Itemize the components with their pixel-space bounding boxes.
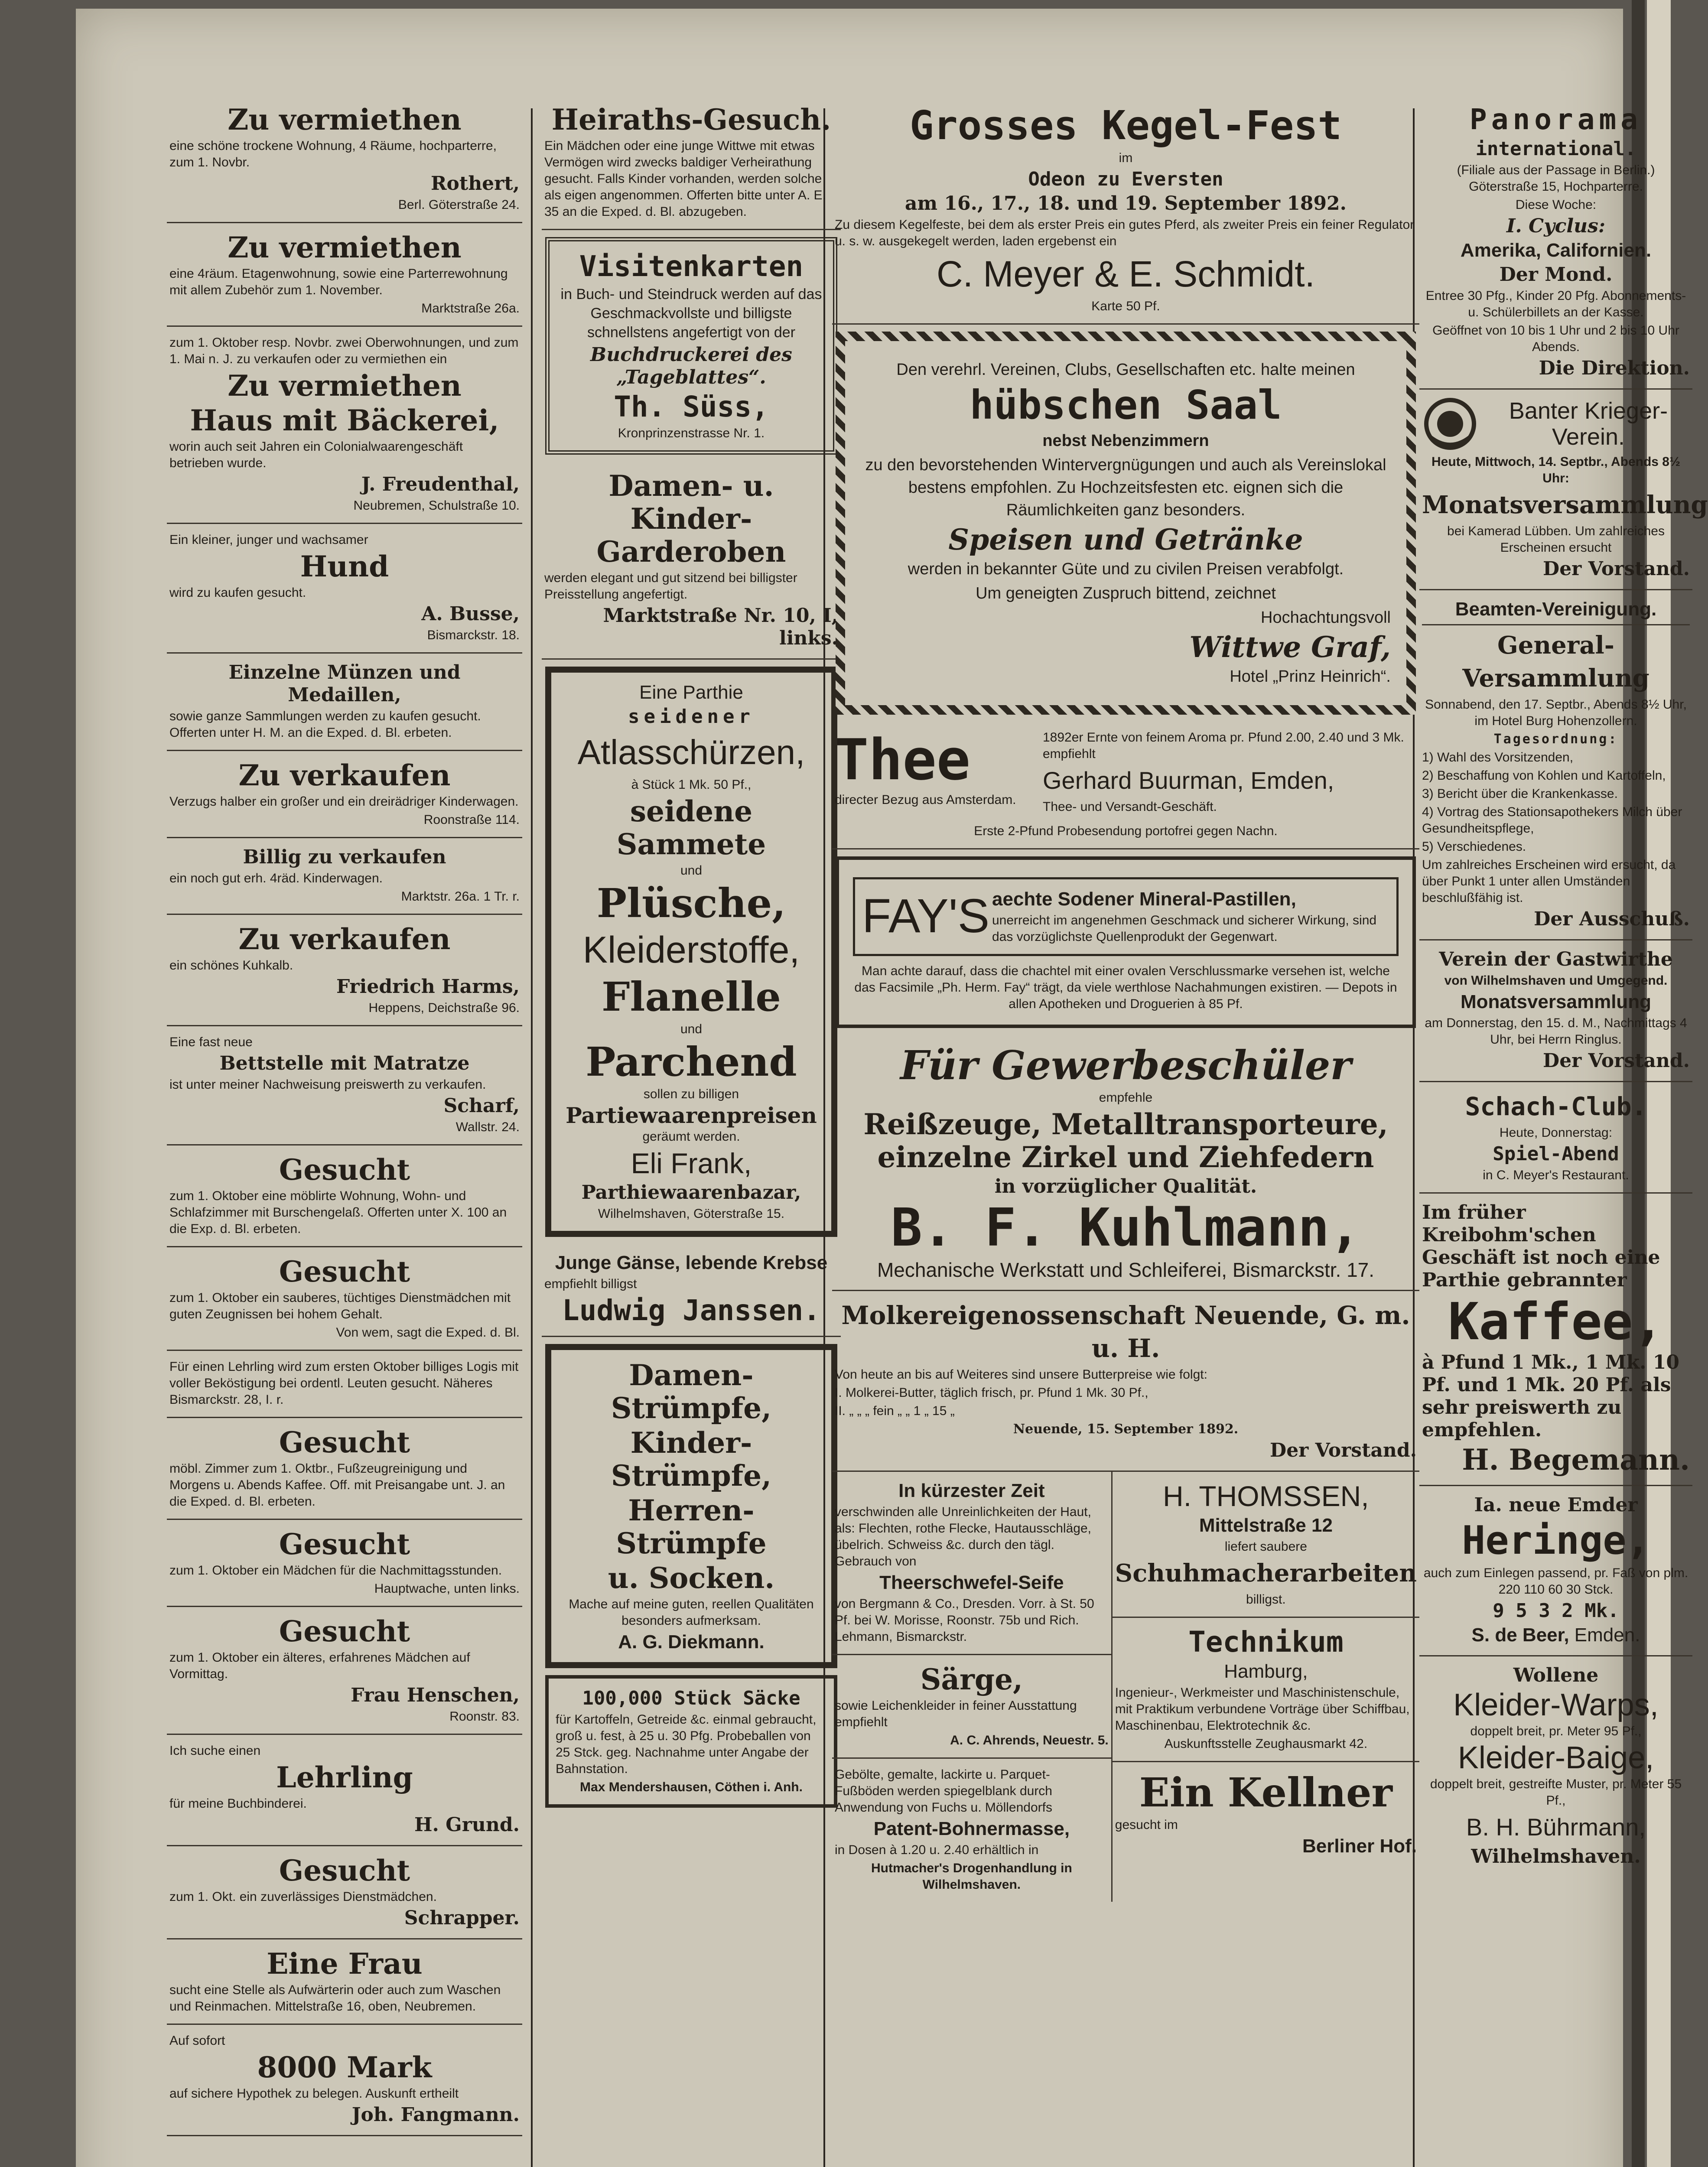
classified-ad	[167, 1418, 522, 1520]
ad-heading: Ein Kellner	[1139, 1769, 1393, 1816]
bottom-left	[832, 1472, 1113, 1902]
ad-heading: seidene Sammete	[616, 794, 766, 861]
ad-address: Auskunftsstelle Zeughausmarkt 42.	[1164, 1737, 1368, 1751]
ad-advertiser: Schrapper.	[404, 1907, 520, 1929]
fay-ad	[836, 856, 1416, 1028]
gastwirthe-ad	[1419, 940, 1692, 1082]
ad-text: werden in bekannter Güte und zu civilen Preisen verabfolgt.	[908, 560, 1344, 578]
ad-text: ein noch gut erh. 4räd. Kinderwagen.	[169, 871, 383, 885]
thee-ad	[832, 722, 1419, 849]
ad-advertiser: Max Mendershausen, Cöthen i. Anh.	[580, 1780, 803, 1794]
ad-text: billigst.	[1246, 1592, 1286, 1607]
newspaper-page	[76, 9, 1708, 2167]
ad-text: Ein Mädchen oder eine junge Wittwe mit etwas Vermögen wird zwecks baldiger Verheirathung gesucht. Falls Kinder vorhanden, werden solche als eigen angenommen. Offerten bitte unter A. E. 35 an die Exped. d. Bl. abzugeben.	[544, 139, 826, 219]
ad-address: Marktstr. 26a. 1 Tr. r.	[401, 889, 520, 904]
ad-text: Mache auf meine guten, reellen Qualitäten besonders aufmerksam.	[569, 1597, 814, 1628]
ad-heading: Partiewaarenpreisen	[566, 1103, 817, 1128]
ad-advertiser: J. Freudenthal,	[361, 473, 520, 495]
bottom-split	[832, 1472, 1419, 1902]
thomssen-ad	[1113, 1472, 1419, 1618]
saal-ad	[836, 332, 1416, 715]
ad-heading: u. Socken.	[608, 1561, 775, 1595]
ad-text: Geöffnet von 10 bis 1 Uhr und 2 bis 10 Uhr Abends.	[1432, 323, 1679, 354]
agenda-item: 1) Wahl des Vorsitzenden,	[1422, 750, 1574, 765]
classified-ad	[167, 524, 522, 654]
ad-heading: Damen- u. Kinder-Garderoben	[596, 469, 786, 569]
ad-text: worin auch seit Jahren ein Colonialwaarengeschäft betrieben wurde.	[169, 439, 463, 470]
column-1	[167, 95, 522, 2136]
struempfe-ad	[545, 1344, 837, 1668]
ad-heading: Haus mit Bäckerei,	[190, 403, 499, 437]
ad-advertiser: H. Grund.	[414, 1814, 520, 1836]
ad-price-row: 9 5 3 2 Mk.	[1493, 1600, 1619, 1622]
ad-heading: Heiraths-Gesuch.	[551, 103, 831, 137]
ad-advertiser: Der Vorstand.	[1543, 1050, 1690, 1072]
panorama-ad	[1419, 95, 1692, 390]
ad-heading: Zu verkaufen	[238, 922, 451, 956]
ad-advertiser-sub: Parthiewaarenbazar,	[581, 1181, 801, 1204]
ad-heading: Schuhmacherarbeiten	[1115, 1559, 1417, 1588]
ad-heading: Gesucht	[279, 1614, 410, 1648]
heringe-ad	[1419, 1486, 1692, 1656]
agenda-item: 2) Beschaffung von Kohlen und Kartoffeln,	[1422, 768, 1666, 783]
ad-text: (Filiale aus der Passage in Berlin.) Göterstraße 15, Hochparterre.	[1457, 163, 1655, 194]
ad-heading: Damen-Strümpfe,	[611, 1358, 772, 1425]
ad-heading: Technikum	[1188, 1625, 1344, 1659]
classified-ad	[167, 1026, 522, 1145]
ad-heading: Schach-Club.	[1465, 1092, 1647, 1121]
ad-heading: Visitenkarten	[579, 250, 804, 283]
ad-text: Tagesordnung:	[1493, 732, 1618, 747]
ad-subheading: Buchdruckerei des „Tageblattes“.	[590, 344, 792, 388]
ad-text: Erste 2-Pfund Probesendung portofrei gegen Nachn.	[974, 824, 1278, 838]
ad-text: Ingenieur-, Werkmeister und Maschinistenschule, mit Praktikum verbundene Vorträge über Schiffbau, Maschinenbau, Elektrotechnik &c.	[1115, 1685, 1410, 1733]
ad-text: Heute, Mittwoch, 14. Septbr., Abends 8½ Uhr:	[1431, 455, 1680, 485]
ad-heading: Amerika, Californien.	[1460, 240, 1652, 261]
ad-subheading: General-Versammlung	[1462, 631, 1649, 693]
eli-frank-ad	[545, 667, 837, 1237]
column-3	[832, 95, 1419, 1902]
ad-line: Eine Parthie	[639, 682, 743, 703]
ad-price: Karte 50 Pf.	[1091, 299, 1160, 313]
ad-text: Zu diesem Kegelfeste, bei dem als erster Preis ein gutes Pferd, als zweiter Preis ein feiner Regulator u. s. w. ausgekegelt werden, laden ergebenst ein	[835, 218, 1415, 248]
ad-text: Entree 30 Pfg., Kinder 20 Pfg. Abonnements- u. Schülerbillets an der Kasse.	[1425, 289, 1686, 319]
ad-heading: Gesucht	[279, 1255, 410, 1288]
ad-text: für meine Buchbinderei.	[169, 1796, 307, 1811]
ad-subheading: Odeon zu Eversten	[1028, 168, 1223, 190]
ad-heading: Patent-Bohnermasse,	[873, 1818, 1070, 1839]
wreath-emblem-icon	[1422, 396, 1478, 452]
fay-inner-box	[853, 877, 1399, 956]
ad-text: zum 1. Oktober ein älteres, erfahrenes Mädchen auf Vormittag.	[169, 1650, 470, 1681]
ad-text: Ich suche einen	[169, 1744, 261, 1758]
column-rule	[531, 108, 533, 2167]
ad-advertiser: Berliner Hof.	[1302, 1835, 1417, 1857]
ad-line: und	[680, 863, 703, 878]
ad-heading: Gesucht	[279, 1854, 410, 1887]
saecke-ad	[545, 1675, 837, 1808]
ad-heading: 100,000 Stück Säcke	[582, 1687, 800, 1709]
bottom-right	[1113, 1472, 1419, 1902]
ad-advertiser: Rothert,	[430, 172, 520, 195]
ad-heading: Särge,	[920, 1663, 1023, 1696]
ad-advertiser: S. de Beer,	[1471, 1624, 1569, 1646]
ad-date: Neuende, 15. September 1892.	[1013, 1422, 1239, 1437]
ad-heading: Parchend	[586, 1038, 797, 1085]
ad-text: in Dosen à 1.20 u. 2.40 erhältlich in	[835, 1843, 1039, 1857]
ad-text: zum 1. Oktober resp. Novbr. zwei Oberwohnungen, und zum 1. Mai n. J. zu verkaufen oder zu vermiethen ein	[169, 335, 519, 366]
beamten-ad	[1419, 590, 1692, 940]
ad-line: geräumt werden.	[642, 1129, 740, 1144]
ad-text: verschwinden alle Unreinlichkeiten der Haut, als: Flechten, rothe Flecke, Hautausschläge, übelrich. Schweiss &c. durch den tägl. Gebrauch von	[835, 1505, 1091, 1568]
ad-text: auf sichere Hypothek zu belegen. Auskunft ertheilt	[169, 2086, 459, 2101]
heiraths-gesuch-ad	[542, 95, 841, 230]
ad-subheading: Monatsversammlung	[1422, 491, 1708, 519]
ad-text: bei Kamerad Lübben. Um zahlreiches Erscheinen ersucht	[1447, 524, 1665, 555]
ad-address: Roonstr. 83.	[449, 1709, 520, 1724]
ad-heading: Kleider-Baige,	[1457, 1741, 1654, 1775]
ad-text: von Wilhelmshaven und Umgegend.	[1444, 973, 1668, 988]
ad-text: Im früher Kreibohm'schen Geschäft ist noch eine Parthie gebrannter	[1422, 1201, 1660, 1291]
ad-text: Wollene	[1513, 1664, 1599, 1686]
ad-heading: Gesucht	[279, 1425, 410, 1459]
ad-heading: Panorama	[1470, 103, 1642, 136]
ad-address: Marktstraße 26a.	[421, 301, 520, 316]
ad-advertiser: Wittwe Graf,	[1189, 630, 1391, 664]
ad-heading: Plüsche,	[596, 880, 786, 927]
ad-advertiser: Th. Süss,	[614, 390, 769, 423]
classified-ad	[167, 751, 522, 838]
gewerbeschueler-ad	[832, 1035, 1419, 1291]
ad-heading: Verein der Gastwirthe	[1439, 948, 1673, 970]
ad-heading: Billig zu verkaufen	[243, 846, 446, 868]
ad-advertiser: A. Busse,	[421, 603, 520, 625]
classified-ad	[167, 915, 522, 1026]
ad-subheading: Spiel-Abend	[1493, 1143, 1619, 1165]
ad-subheading: aechte Sodener Mineral-Pastillen,	[992, 888, 1296, 910]
ad-heading: Zu vermiethen	[228, 103, 462, 137]
ad-price-row: I. Molkerei-Butter, täglich frisch, pr. Pfund 1 Mk. 30 Pf.,	[835, 1386, 1148, 1400]
ad-address: Heppens, Deichstraße 96.	[368, 1001, 520, 1015]
ad-heading: Grosses Kegel-Fest	[910, 102, 1342, 149]
classified-ad	[167, 1520, 522, 1607]
ad-text: werden elegant und gut sitzend bei billigster Preisstellung angefertigt.	[544, 571, 797, 602]
ad-heading: Für Gewerbeschüler	[900, 1042, 1351, 1089]
ad-address: Mechanische Werkstatt und Schleiferei, Bismarckstr. 17.	[877, 1259, 1375, 1281]
ad-price-row: II. „ „ „ fein „ „ 1 „ 15 „	[835, 1404, 955, 1418]
ad-text: Ia. neue Emder	[1474, 1494, 1638, 1516]
ad-heading: Lehrling	[276, 1760, 413, 1794]
ad-advertiser: Frau Henschen,	[351, 1684, 520, 1706]
ad-heading: Zu vermiethen	[228, 369, 462, 403]
ad-text: ein schönes Kuhkalb.	[169, 958, 293, 973]
ad-heading: Junge Gänse, lebende Krebse	[555, 1252, 828, 1273]
molkerei-ad	[832, 1291, 1419, 1472]
ad-heading: Hund	[300, 550, 389, 583]
ad-address: Mittelstraße 12	[1199, 1515, 1333, 1536]
ad-text: zu den bevorstehenden Wintervergnügungen und auch als Vereinslokal bestens empfohlen. Zu Hochzeitsfesten etc. eignen sich die Räumlichkeiten ganz besonders.	[865, 456, 1386, 519]
ad-heading: Molkereigenossenschaft Neuende, G. m. u. H.	[841, 1301, 1410, 1363]
ad-text: Um geneigten Zuspruch bittend, zeichnet	[976, 584, 1276, 602]
ad-heading: Beamten-Vereinigung.	[1455, 599, 1657, 620]
kegel-fest-ad	[832, 95, 1419, 325]
ad-advertiser: Friedrich Harms,	[336, 976, 520, 998]
ad-heading: FAY'S	[862, 889, 990, 943]
classified-ad	[167, 1607, 522, 1735]
ad-text: wird zu kaufen gesucht.	[169, 586, 306, 600]
ad-text: à Pfund 1 Mk., 1 Mk. 10 Pf. und 1 Mk. 20 Pf. als sehr preiswerth zu empfehlen.	[1422, 1351, 1679, 1441]
ad-advertiser: B. H. Bührmann,	[1466, 1813, 1646, 1841]
ad-subheading: nebst Nebenzimmern	[1042, 432, 1209, 450]
damen-garderoben-ad	[542, 462, 841, 660]
ad-heading: hübschen Saal	[969, 382, 1282, 428]
ad-text: unerreicht im angenehmen Geschmack und sicherer Wirkung, sind das vorzüglichste Quellenprodukt der Gegenwart.	[992, 913, 1377, 944]
ad-address: Bismarckstr. 18.	[427, 628, 520, 642]
ad-heading: Gesucht	[279, 1527, 410, 1561]
ad-text: eine schöne trockene Wohnung, 4 Räume, hochparterre, zum 1. Novbr.	[169, 139, 497, 169]
ad-text: liefert saubere	[1224, 1539, 1307, 1554]
classified-ad	[167, 223, 522, 327]
ad-line: sollen zu billigen	[643, 1087, 739, 1101]
ad-address: Kronprinzenstrasse Nr. 1.	[618, 426, 765, 440]
agenda-item: 4) Vortrag des Stationsapothekers Milch über Gesundheitspflege,	[1422, 805, 1682, 836]
ad-text: Eine fast neue	[169, 1035, 253, 1049]
ad-text: Auf sofort	[169, 2034, 225, 2048]
ad-text: Heute, Donnerstag:	[1499, 1126, 1613, 1140]
ad-subheading: I. Cyclus:	[1506, 215, 1606, 237]
ad-text: sowie ganze Sammlungen werden zu kaufen gesucht. Offerten unter H. M. an die Exped. d. Bl. erbeten.	[169, 709, 481, 740]
ad-advertiser: B. F. Kuhlmann,	[891, 1198, 1361, 1258]
ad-address: Wallstr. 24.	[455, 1120, 520, 1134]
ad-text: doppelt breit, pr. Meter 95 Pf.,	[1470, 1724, 1642, 1738]
classified-ad	[167, 327, 522, 524]
ad-address: Marktstraße Nr. 10, I, links.	[603, 605, 838, 649]
ad-text: in C. Meyer's Restaurant.	[1483, 1168, 1629, 1182]
ad-text: empfiehlt billigst	[544, 1277, 637, 1291]
ad-heading: Gesucht	[279, 1153, 410, 1187]
ad-text: zum 1. Okt. ein zuverlässiges Dienstmädchen.	[169, 1890, 437, 1904]
bohnermasse-ad	[832, 1759, 1111, 1902]
agenda-item: 3) Bericht über die Krankenkasse.	[1422, 787, 1618, 801]
ad-text: Um zahlreiches Erscheinen wird ersucht, da über Punkt 1 unter allen Umständen beschlußfähig ist.	[1422, 858, 1676, 905]
ad-heading: Kaffee,	[1448, 1292, 1664, 1351]
ad-advertiser: Hutmacher's Drogenhandlung in Wilhelmshaven.	[871, 1861, 1072, 1892]
gaense-ad	[542, 1244, 841, 1337]
ad-text: zum 1. Oktober ein Mädchen für die Nachmittagsstunden.	[169, 1563, 502, 1578]
ad-heading: Zu verkaufen	[238, 758, 451, 792]
ad-heading: Banter Krieger-Verein.	[1509, 398, 1668, 450]
ad-heading: Atlasschürzen,	[577, 733, 805, 771]
column-4	[1419, 95, 1708, 1877]
ad-advertiser: Gerhard Buurman, Emden,	[1043, 767, 1334, 794]
ad-advertiser: Eli Frank,	[631, 1147, 752, 1179]
ad-heading: Kleiderstoffe,	[582, 929, 800, 971]
ad-subheading: Theerschwefel-Seife	[879, 1572, 1064, 1593]
ad-text: Für einen Lehrling wird zum ersten Oktober billiges Logis mit voller Beköstigung bei ordentl. Leuten gesucht. Näheres Bismarckstr. 28, I. r.	[169, 1360, 519, 1407]
banter-krieger-ad	[1419, 390, 1708, 590]
thee-right	[1043, 728, 1417, 817]
ad-subheading: Hamburg,	[1224, 1661, 1308, 1682]
classified-ad	[167, 2025, 522, 2136]
ad-text: Man achte darauf, dass die chachtel mit einer ovalen Verschlussmarke versehen ist, welche das Facsimile „Ph. Herm. Fay“ trägt, da viele werthlose Nachahmungen existiren. — Depots in allen Apotheken und Droguerien à 85 Pf.	[854, 964, 1397, 1011]
ad-heading: 8000 Mark	[257, 2050, 432, 2084]
ad-text: sowie Leichenkleider in feiner Ausstattung empfiehlt	[835, 1698, 1077, 1729]
ad-text: eine 4räum. Etagenwohnung, sowie eine Parterrewohnung mit allem Zubehör zum 1. November.	[169, 267, 508, 297]
ad-address: Von wem, sagt die Exped. d. Bl.	[336, 1325, 520, 1340]
ad-advertiser: Die Direktion.	[1539, 357, 1690, 379]
ad-subheading: Reißzeuge, Metalltransporteure, einzelne Zirkel und Ziehfedern	[863, 1107, 1388, 1174]
ad-text: empfehle	[1099, 1090, 1153, 1105]
ad-text: zum 1. Oktober ein sauberes, tüchtiges Dienstmädchen mit guten Zeugnissen bei hohem Gehalt.	[169, 1291, 511, 1321]
ad-line: und	[680, 1022, 703, 1036]
ad-advertiser: Scharf,	[443, 1095, 520, 1117]
classified-ad	[167, 1939, 522, 2025]
fay-text-block	[992, 886, 1389, 947]
classified-ad	[167, 1735, 522, 1846]
ad-heading: Kleider-Warps,	[1453, 1688, 1659, 1722]
ad-line: seidener	[628, 706, 755, 728]
ad-text: sucht eine Stelle als Aufwärterin oder auch zum Waschen und Reinmachen. Mittelstraße 16, oben, Neubremen.	[169, 1983, 501, 2014]
ad-heading: Kinder-Strümpfe,	[611, 1426, 772, 1493]
ad-heading: Eine Frau	[267, 1947, 423, 1981]
classified-ad	[167, 1846, 522, 1939]
agenda-item: 5) Verschiedenes.	[1422, 839, 1526, 854]
ad-text: ist unter meiner Nachweisung preiswerth zu verkaufen.	[169, 1077, 486, 1092]
ad-text: Hochachtungsvoll	[1261, 608, 1391, 627]
ad-address: Wilhelmshaven, Göterstraße 15.	[598, 1207, 785, 1221]
ad-advertiser: Der Vorstand.	[1543, 558, 1690, 580]
ad-address: Emden.	[1574, 1624, 1640, 1646]
ad-heading: Bettstelle mit Matratze	[219, 1052, 470, 1074]
ad-subheading: Monatsversammlung	[1460, 991, 1652, 1012]
ad-advertiser: Joh. Fangmann.	[351, 2104, 520, 2126]
ad-heading: In kürzester Zeit	[898, 1480, 1045, 1501]
ad-text: zum 1. Oktober eine möblirte Wohnung, Wohn- und Schlafzimmer mit Burschengelaß. Offerten unter X. 100 an die Exp. d. Bl. erbeten.	[169, 1189, 507, 1236]
ad-address: Wilhelmshaven.	[1471, 1845, 1641, 1868]
ad-address: Berl. Göterstraße 24.	[398, 198, 520, 212]
ad-text: auch zum Einlegen passend, pr. Faß von plm. 220 110 60 30 Stck.	[1423, 1566, 1688, 1597]
ad-text: gesucht im	[1115, 1818, 1178, 1832]
ad-heading: Speisen und Getränke	[948, 523, 1303, 556]
ad-advertiser: A. G. Diekmann.	[618, 1631, 765, 1653]
ad-text: Diese Woche:	[1515, 198, 1597, 212]
ad-text: in Buch- und Steindruck werden auf das Geschmackvollste und billigste schnellstens angefertigt von der	[560, 286, 822, 341]
ad-date: am 16., 17., 18. und 19. September 1892.	[904, 192, 1347, 215]
ad-text: Den verehrl. Vereinen, Clubs, Gesellschaften etc. halte meinen	[896, 361, 1355, 379]
ad-text: 1892er Ernte von feinem Aroma pr. Pfund 2.00, 2.40 und 3 Mk. empfiehlt	[1043, 730, 1404, 761]
classified-ad	[167, 654, 522, 751]
ad-text: Gebölte, gemalte, lackirte u. Parquet-Fußböden werden spiegelblank durch Anwendung von Fuchs u. Möllendorfs	[835, 1767, 1052, 1815]
technikum-ad	[1113, 1618, 1419, 1762]
ad-text: von Bergmann & Co., Dresden. Vorr. à St. 50 Pf. bei W. Morisse, Roonstr. 75b und Rich. Lehmann, Bismarckstr.	[835, 1597, 1094, 1644]
classified-ad	[167, 95, 522, 223]
ad-address: Hotel „Prinz Heinrich“.	[1230, 667, 1391, 686]
ad-advertiser: Der Ausschuß.	[1534, 908, 1690, 930]
ad-subheading: in vorzüglicher Qualität.	[994, 1175, 1257, 1197]
ad-advertiser: H. Begemann.	[1462, 1443, 1690, 1477]
classified-ad	[167, 1145, 522, 1247]
ad-text: Sonnabend, den 17. Septbr., Abends 8½ Uhr, im Hotel Burg Hohenzollern.	[1425, 697, 1687, 728]
ad-text: im	[1119, 151, 1133, 165]
visitenkarten-ad	[545, 237, 837, 455]
saerge-ad	[832, 1655, 1111, 1759]
ad-price: à Stück 1 Mk. 50 Pf.,	[631, 778, 752, 792]
schach-club-ad	[1419, 1082, 1692, 1194]
ad-subheading: international.	[1475, 138, 1636, 160]
kellner-ad	[1113, 1762, 1419, 1866]
ad-text: möbl. Zimmer zum 1. Oktbr., Fußzeugreinigung und Morgens u. Abends Kaffee. Off. mit Preisangabe unt. J. an die Exped. d. Bl. erbeten.	[169, 1461, 505, 1509]
classified-ad	[167, 838, 522, 915]
ad-text: Thee- und Versandt-Geschäft.	[1043, 800, 1217, 814]
thee-left	[835, 728, 1038, 817]
ad-text: Ein kleiner, junger und wachsamer	[169, 533, 368, 547]
ad-heading: Herren-Strümpfe	[616, 1493, 767, 1560]
kleider-warps-ad	[1419, 1656, 1692, 1877]
ad-address: Neubremen, Schulstraße 10.	[353, 498, 520, 513]
ad-subheading: Der Mond.	[1499, 264, 1613, 286]
ad-text: Verzugs halber ein großer und ein dreirädriger Kinderwagen.	[169, 794, 519, 809]
ad-address: Hauptwache, unten links.	[374, 1581, 520, 1596]
ad-advertiser: A. C. Ahrends, Neuestr. 5.	[950, 1733, 1109, 1747]
ad-text: directer Bezug aus Amsterdam.	[835, 793, 1016, 807]
ad-heading: Zu vermiethen	[228, 231, 462, 264]
ad-advertiser: H. THOMSSEN,	[1163, 1480, 1369, 1512]
banter-header	[1422, 396, 1690, 452]
agenda-list	[1422, 749, 1690, 855]
ad-advertiser: Ludwig Janssen.	[562, 1294, 821, 1327]
ad-heading: Heringe,	[1462, 1518, 1650, 1563]
divider	[1422, 624, 1690, 625]
ad-text: doppelt breit, gestreifte Muster, pr. Meter 55 Pf.,	[1430, 1777, 1682, 1808]
column-2	[542, 95, 841, 1815]
ad-text: Von heute an bis auf Weiteres sind unsere Butterpreise wie folgt:	[835, 1367, 1207, 1382]
ad-advertiser: Der Vorstand.	[1270, 1439, 1417, 1461]
ad-advertiser: C. Meyer & E. Schmidt.	[937, 254, 1315, 294]
classified-ad	[167, 1351, 522, 1418]
kaffee-ad	[1419, 1194, 1692, 1486]
ad-heading: Flanelle	[602, 973, 781, 1020]
ad-heading: Thee	[835, 727, 971, 793]
ad-heading: Einzelne Münzen und Medaillen,	[228, 661, 461, 706]
ad-address: Roonstraße 114.	[423, 813, 520, 827]
classified-ad	[167, 1247, 522, 1351]
seife-ad	[832, 1472, 1111, 1655]
ad-text: am Donnerstag, den 15. d. M., Nachmittags 4 Uhr, bei Herrn Ringlus.	[1425, 1016, 1687, 1047]
ad-text: für Kartoffeln, Getreide &c. einmal gebraucht, groß u. fest, à 25 u. 30 Pfg. Probeballen von 25 Stck. geg. Nachnahme unter Angabe der Bahnstation.	[556, 1712, 817, 1776]
